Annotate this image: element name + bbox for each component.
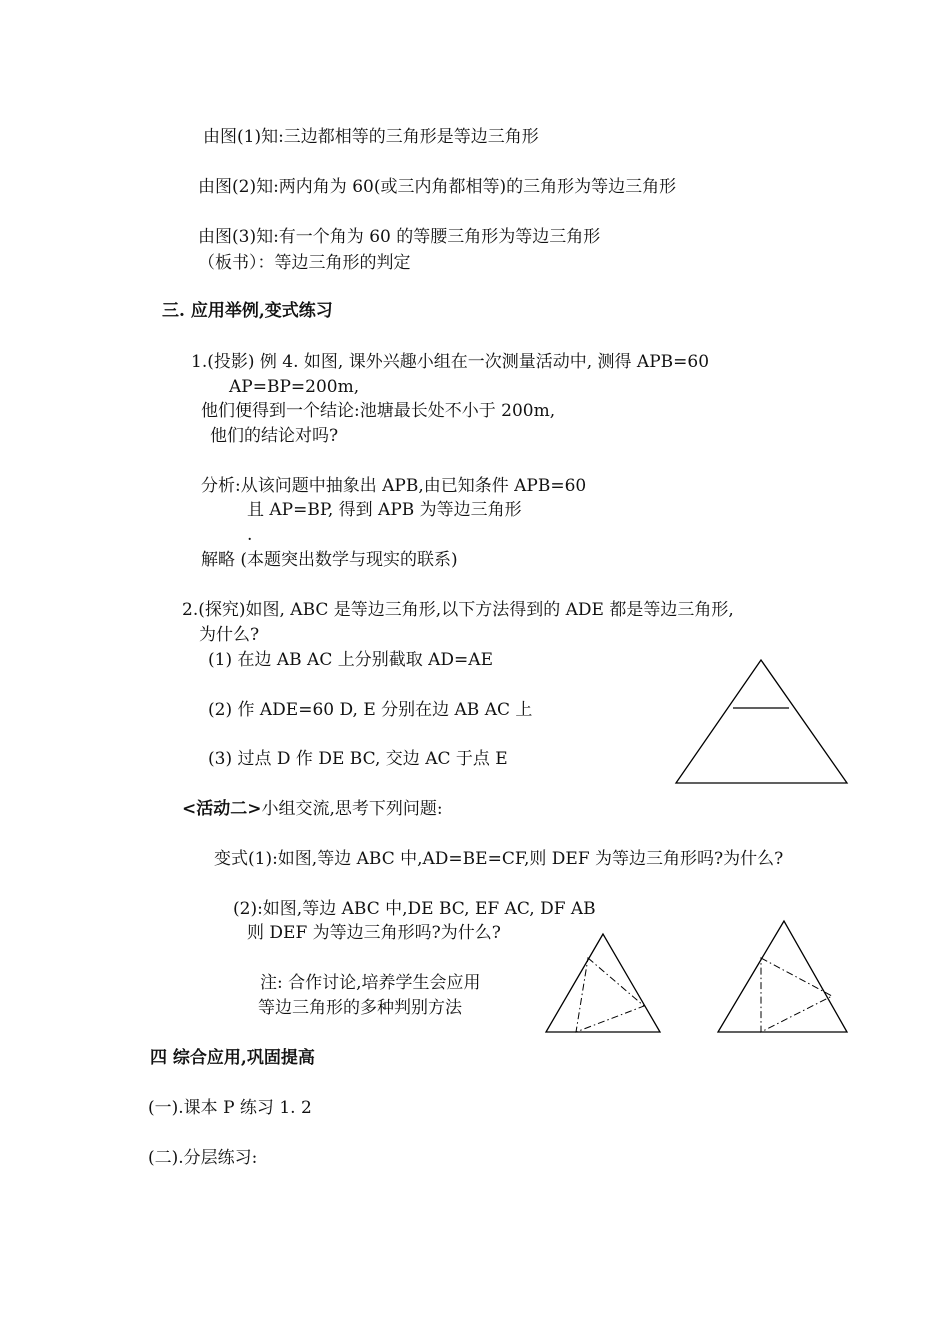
variant-2-line-2: 则 DEF 为等边三角形吗?为什么? (247, 923, 501, 943)
method-1: (1) 在边 AB AC 上分别截取 AD=AE (208, 650, 493, 670)
analysis-line-2: 且 AP=BP, 得到 APB 为等边三角形 (247, 500, 522, 520)
section-3-heading: 三. 应用举例,变式练习 (162, 301, 333, 321)
example-1-line-4: 他们的结论对吗? (210, 426, 339, 446)
variant-2-line-1: (2):如图,等边 ABC 中,DE BC, EF AC, DF AB (233, 899, 596, 919)
note-line-1: 注: 合作讨论,培养学生会应用 (260, 973, 481, 993)
analysis-line-3: . (247, 525, 253, 545)
example-2-line-2: 为什么? (199, 625, 260, 645)
triangle-left (546, 934, 660, 1032)
activity-2-tag: <活动二> (182, 799, 262, 819)
triangle-right (718, 921, 847, 1032)
note-line-2: 等边三角形的多种判别方法 (258, 998, 462, 1018)
activity-2-line (182, 798, 443, 820)
inner-triangle-left (576, 958, 644, 1032)
practice-1: (一).课本 P 练习 1. 2 (148, 1098, 312, 1118)
example-1-line-2: AP=BP=200m, (229, 377, 360, 397)
line-fig3: 由图(3)知:有一个角为 60 的等腰三角形为等边三角形 (198, 227, 601, 247)
line-blackboard: （板书）：等边三角形的判定 (198, 253, 411, 273)
example-2-line-1: 2.(探究)如图, ABC 是等边三角形,以下方法得到的 ADE 都是等边三角形, (182, 600, 734, 620)
inner-triangle-right (761, 958, 832, 1032)
method-2: (2) 作 ADE=60 D, E 分别在边 AB AC 上 (208, 700, 533, 720)
triangle-abc (676, 660, 847, 783)
example-1-line-3: 他们便得到一个结论:池塘最长处不小于 200m, (201, 401, 556, 421)
practice-2: (二).分层练习: (148, 1148, 258, 1168)
section-4-heading: 四 综合应用,巩固提高 (150, 1048, 315, 1068)
method-3: (3) 过点 D 作 DE BC, 交边 AC 于点 E (208, 749, 508, 769)
analysis-line-1: 分析:从该问题中抽象出 APB,由已知条件 APB=60 (201, 476, 587, 496)
variant-1: 变式(1):如图,等边 ABC 中,AD=BE=CF,则 DEF 为等边三角形吗?为什么? (214, 849, 784, 869)
example-1-line-1: 1.(投影) 例 4. 如图, 课外兴趣小组在一次测量活动中, 测得 APB=60 (191, 352, 710, 372)
line-fig2: 由图(2)知:两内角为 60(或三内角都相等)的三角形为等边三角形 (198, 177, 677, 197)
line-fig1: 由图(1)知:三边都相等的三角形是等边三角形 (203, 127, 539, 147)
activity-2-text: 小组交流,思考下列问题: (261, 799, 443, 819)
analysis-line-4: 解略 (本题突出数学与现实的联系) (201, 550, 458, 570)
